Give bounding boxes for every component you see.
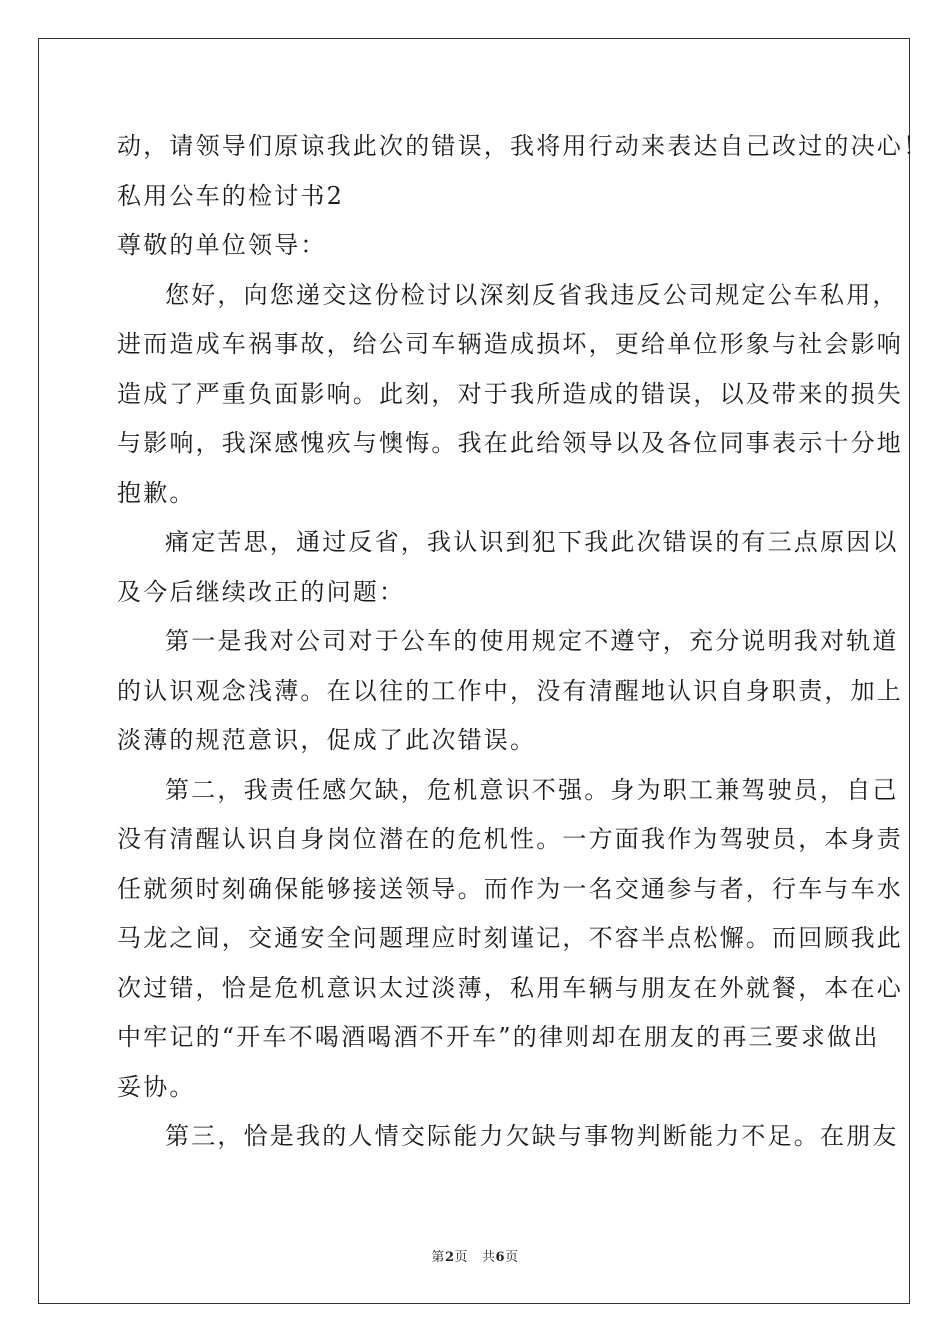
document-body [117,122,930,1162]
text-line: 没有清醒认识自身岗位潜在的危机性。一方面我作为驾驶员，本身责 [117,825,903,853]
text-line: 次过错，恰是危机意识太过淡薄，私用车辆与朋友在外就餐，本在心 [117,973,903,1002]
page-number: 2 [444,1250,455,1265]
total-prefix: 共 [482,1250,496,1265]
paragraph-start: 第三，恰是我的人情交际能力欠缺与事物判断能力不足。在朋友 [165,1122,899,1150]
text-line: 抱歉。 [117,478,196,507]
paragraph-start: 第一是我对公司对于公车的使用规定不遵守，充分说明我对轨道 [165,627,899,655]
total-pages: 6 [495,1250,506,1265]
text-line: 及今后继续改正的问题： [117,577,406,606]
total-suffix: 页 [505,1250,519,1265]
page-footer [0,1246,950,1265]
text-line: 妥协。 [117,1072,196,1101]
salutation: 尊敬的单位领导： [117,231,327,259]
text-line: 造成了严重负面影响。此刻，对于我所造成的错误，以及带来的损失 [117,379,903,408]
text-line: 马龙之间，交通安全问题理应时刻谨记，不容半点松懈。而回顾我此 [117,924,903,952]
paragraph-start: 第二，我责任感欠缺，危机意识不强。身为职工兼驾驶员，自己 [165,775,899,804]
page-suffix: 页 [454,1250,468,1265]
section-title: 私用公车的检讨书2 [117,181,345,210]
text-line: 进而造成车祸事故，给公司车辆造成损坏，更给单位形象与社会影响 [117,330,903,358]
paragraph-start: 您好，向您递交这份检讨以深刻反省我违反公司规定公车私用， [165,280,899,309]
paragraph-start: 痛定苦思，通过反省，我认识到犯下我此次错误的有三点原因以 [165,528,899,556]
text-line: 与影响，我深感愧疚与懊悔。我在此给领导以及各位同事表示十分地 [117,429,903,457]
text-line: 中牢记的“开车不喝酒喝酒不开车”的律则却在朋友的再三要求做出 [117,1023,880,1051]
text-line: 的认识观念浅薄。在以往的工作中，没有清醒地认识自身职责，加上 [117,676,903,705]
text-line: 动，请领导们原谅我此次的错误，我将用行动来表达自己改过的决心！ [117,132,930,160]
text-line: 淡薄的规范意识，促成了此次错误。 [117,726,537,754]
text-line: 任就须时刻确保能够接送领导。而作为一名交通参与者，行车与车水 [117,874,903,903]
page-prefix: 第 [431,1250,445,1265]
